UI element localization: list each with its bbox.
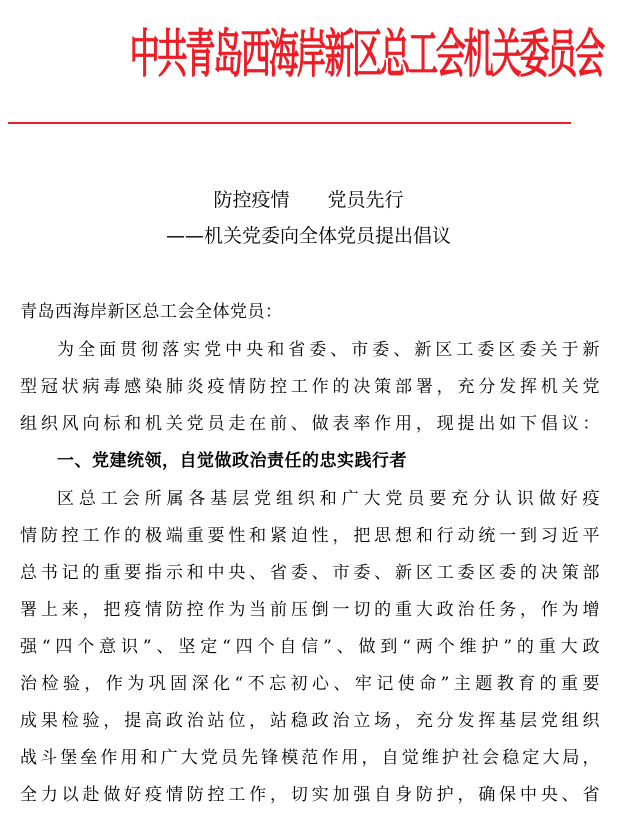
body-line: 区总工会所属各基层党组织和广大党员要充分认识做好疫 xyxy=(57,489,600,509)
section-heading: 一、党建统领，自觉做政治责任的忠实践行者 xyxy=(57,451,407,471)
intro-line: 为全面贯彻落实党中央和省委、市委、新区工委区委关于新 xyxy=(57,340,600,360)
body-line: 成果检验，提高政治站位，站稳政治立场，充分发挥基层党组织 xyxy=(20,711,600,731)
body-line: 治检验，作为巩固深化“不忘初心、牢记使命”主题教育的重要 xyxy=(20,674,600,694)
document-subtitle: ——机关党委向全体党员提出倡议 xyxy=(165,225,451,247)
body-line: 情防控工作的极端重要性和紧迫性，把思想和行动统一到习近平 xyxy=(20,526,600,546)
masthead-rule xyxy=(8,122,571,124)
salutation: 青岛西海岸新区总工会全体党员： xyxy=(20,302,283,322)
masthead-title: 中共青岛西海岸新区总工会机关委员会 xyxy=(129,25,603,85)
body-line: 强“四个意识”、坚定“四个自信”、做到“两个维护”的重大政 xyxy=(20,637,600,657)
document-title: 防控疫情 党员先行 xyxy=(213,189,404,211)
body-line: 全力以赴做好疫情防控工作，切实加强自身防护，确保中央、省 xyxy=(20,785,600,805)
body-line: 总书记的重要指示和中央、省委、市委、新区工委区委的决策部 xyxy=(20,563,600,583)
intro-line: 组织风向标和机关党员走在前、做表率作用，现提出如下倡议： xyxy=(20,414,600,434)
intro-line: 型冠状病毒感染肺炎疫情防控工作的决策部署，充分发挥机关党 xyxy=(20,377,600,397)
body-line: 署上来，把疫情防控作为当前压倒一切的重大政治任务，作为增 xyxy=(20,600,600,620)
body-line: 战斗堡垒作用和广大党员先锋模范作用，自觉维护社会稳定大局， xyxy=(20,748,600,768)
